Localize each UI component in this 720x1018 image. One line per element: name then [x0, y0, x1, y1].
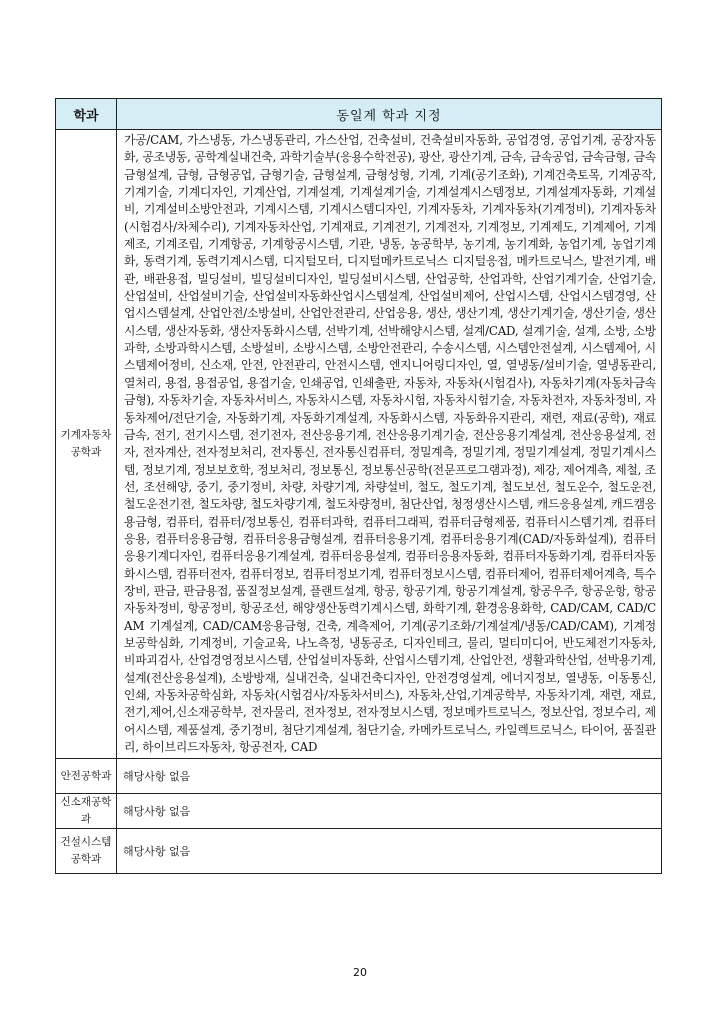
department-name: 건설시스템 공학과 [60, 836, 112, 866]
department-name: 기계자동차 공학과 [60, 429, 112, 459]
department-label [56, 130, 117, 759]
table-row [56, 130, 662, 759]
equivalent-departments-text: 가공/CAM, 가스냉동, 가스냉동관리, 가스산업, 건축설비, 건축설비자동화, 공업경영, 공업기계, 공장자동화, 공조냉동, 공학계실내건축, 과학기술부(응용수학전공), 광산, 광산기계, 금속, 금속공업, 금속금형, 금속금형설계, 금형, 금형공업, 금형기술, 금형설계, 금형성형, 기계, 기계(공기조화), 기계건축토목, 기계공작, 기계기술, 기계디자인, 기계산업, 기계설계, 기계설계기술, 기계설계시스템정보, 기계설계자동화, 기계설비, 기계설비소방안전과, 기계시스템, 기계시스템디자인, 기계자동차, 기계자동차(기계정비), 기계자동차(시험검사/차체수리), 기계자동차산업, 기계재료, 기계전기, 기계전자, 기계정보, 기계제도, 기계제어, 기계제조, 기계조립, 기계항공, 기계항공시스템, 기관, 냉동, 농공학부, 농기계, 농기계화, 농업기계, 농업기계화, 동력기계, 동력기계시스템, 디지털모터, 디지털메카트로닉스 디지털응접, 메카트로닉스, 발전기계, 배관, 배관용접, 빌딩설비, 빌딩설비디자인, 빌딩설비시스템, 산업공학, 산업과학, 산업기계기술, 산업기술, 산업설비, 산업설비기술, 산업설비자동화산업시스템설계, 산업설비제어, 산업시스템, 산업시스템경영, 산업시스템설계, 산업안전/소방설비, 산업안전관리, 산업응용, 생산, 생산기계, 생산기계기술, 생산기술, 생산시스템, 생산자동화, 생산자동화시스템, 선박기계, 선박해양시스템, 설계/CAD, 설계기술, 설계, 소방, 소방과학, 소방과학시스템, 소방설비, 소방시스템, 소방안전관리, 수송시스템, 시스템안전설계, 시스템제어, 시스템제어정비, 신소재, 안전, 안전관리, 안전시스템, 엔지니어링디자인, 열, 열냉동/설비기술, 열냉동관리, 열처리, 용접, 용접공업, 용접기술, 인쇄공업, 인쇄출판, 자동차, 자동차(시험검사), 자동차기계(자동차금속금형), 자동차기술, 자동차서비스, 자동차시스템, 자동차시험, 자동차시험기술, 자동차전자, 자동차정비, 자동차제어/전단기술, 자동화기계, 자동화기계설계, 자동화시스템, 자동화유지관리, 재련, 재료(공학), 재료금속, 전기, 전기시스템, 전기전자, 전산응용기계, 전산응용기계기술, 전산응용기계설계, 전산응용설계, 전자, 전자계산, 전자정보처리, 전자통신, 전자통신컴퓨터, 정밀계측, 정밀기계, 정밀기계설계, 정밀기계시스템, 정보기계, 정보보호학, 정보처리, 정보통신, 정보통신공학(전문프로그램과정), 제강, 제어계측, 제철, 조선, 조선해양, 중기, 중기정비, 차량, 차량기계, 차량설비, 철도, 철도기계, 철도보선, 철도운수, 철도운전, 철도운전기전, 철도차량, 철도차량기계, 철도차량정비, 첨단산업, 청정생산시스템, 캐드응용설계, 캐드캠응용금형, 컴퓨터, 컴퓨터/정보통신, 컴퓨터과학, 컴퓨터그래픽, 컴퓨터금형제품, 컴퓨터시스템기계, 컴퓨터응용, 컴퓨터응용금형, 컴퓨터응용금형설계, 컴퓨터응용기계, 컴퓨터응용기계(CAD/자동화설계), 컴퓨터응용기계디자인, 컴퓨터응용기계설계, 컴퓨터응용설계, 컴퓨터응용자동화, 컴퓨터자동화기계, 컴퓨터자동화시스템, 컴퓨터전자, 컴퓨터정보, 컴퓨터정보기계, 컴퓨터정보시스템, 컴퓨터제어, 컴퓨터제어계측, 특수장비, 판금, 판금용접, 품질정보설계, 플랜트설계, 항공, 항공기계, 항공기계설계, 항공우주, 항공운항, 항공자동차정비, 항공정비, 항공조선, 해양생산동력기계시스템, 화학기계, 환경응용화학, CAD/CAM, CAD/CAM 기계설계, CAD/CAM응용금형, 건축, 계측제어, 기계(공기조화/기계설계/냉동/CAD/CAM), 기계정보공학심화, 기계정비, 기술교육, 나노측정, 냉동공조, 디자인테크, 물리, 멀티미디어, 반도체전기자동차, 비파괴검사, 산업경영정보시스템, 산업설비자동화, 산업시스템기계, 산업안전, 생활과학산업, 선박용기계, 설계(전산응용설계), 소방방재, 실내건축, 실내건축디자인, 안전경영설계, 에너지정보, 열냉동, 이동통신, 인쇄, 자동차공학심화, 자동차(시험검사/자동차서비스), 자동차,산업,기계공학부, 자동차기계, 재련, 재료, 전기,제어,신소재공학부, 전자물리, 전자정보, 전자정보시스템, 정보메카트로닉스, 정보산업, 정보수리, 제어시스템, 제품설계, 중기정비, 첨단기계설계, 첨단기술, 카메카트로닉스, 카일렉트로닉스, 타이어, 품질관리, 하이브리드자동차, 항공전자, CAD [117, 130, 662, 759]
department-label: 안전공학과 [56, 759, 117, 794]
equivalent-departments-text: 해당사항 없음 [117, 794, 662, 829]
designated-department-table [55, 98, 662, 874]
table-header-row [56, 99, 662, 130]
table-row [56, 759, 662, 794]
equivalent-departments-text: 해당사항 없음 [117, 829, 662, 874]
table-row [56, 829, 662, 874]
header-designated-departments: 동일계 학과 지정 [117, 99, 662, 130]
table-row [56, 794, 662, 829]
header-department: 학과 [56, 99, 117, 130]
department-label [56, 829, 117, 874]
page-number: 20 [353, 966, 367, 979]
equivalent-departments-text: 해당사항 없음 [117, 759, 662, 794]
department-label: 신소재공학과 [56, 794, 117, 829]
